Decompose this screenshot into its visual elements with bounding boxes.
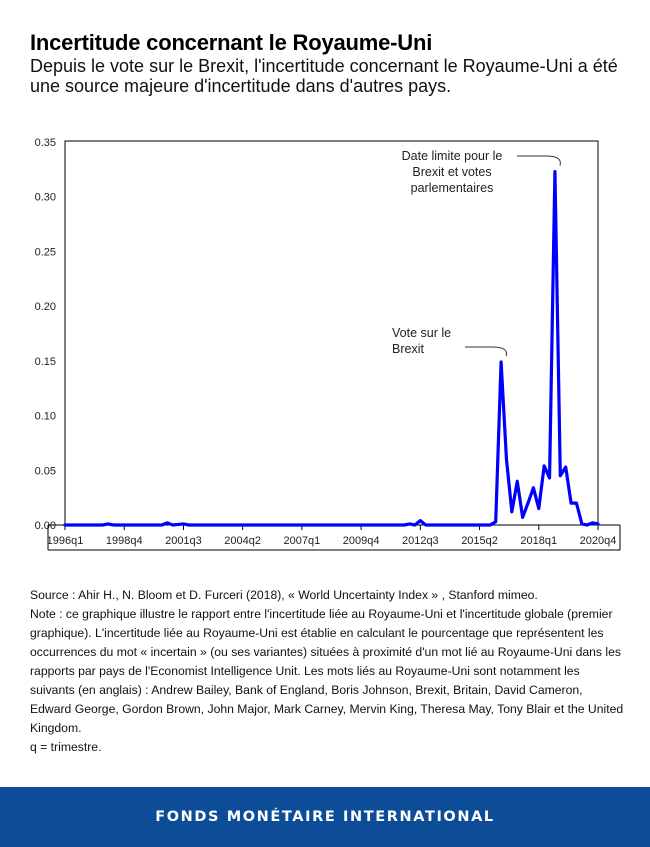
annotation-text	[402, 149, 503, 195]
x-tick-label: 1996q1	[46, 535, 84, 547]
source-note: Source : Ahir H., N. Bloom et D. Furceri (2018), « World Uncertainty Index » , Stanford mimeo.	[30, 588, 538, 602]
y-tick-label: 0.20	[34, 301, 56, 314]
annotation-text	[392, 326, 451, 356]
annotation-leader-line	[517, 156, 560, 166]
y-tick-label: 0.25	[34, 246, 56, 259]
annotation-line: Date limite pour le	[401, 149, 503, 163]
x-tick-label: 2007q1	[283, 535, 321, 547]
y-tick-label: 0.00	[34, 520, 56, 532]
quarter-note: q = trimestre.	[30, 740, 102, 754]
y-axis	[35, 137, 56, 532]
series-layer	[65, 172, 598, 525]
y-tick-label: 0.15	[34, 355, 56, 368]
annotation-line: parlementaires	[410, 181, 494, 195]
annotations	[392, 149, 560, 356]
chart-notes	[30, 586, 625, 757]
x-tick-label: 2020q4	[579, 535, 617, 547]
footer-label: FONDS MONÉTAIRE INTERNATIONAL	[155, 809, 495, 825]
y-tick-label: 0.30	[34, 191, 56, 204]
imf-footer-banner	[0, 787, 650, 847]
annotation-line: Vote sur le	[392, 326, 452, 340]
y-tick-label: 0.10	[34, 410, 56, 423]
methodology-note: Note : ce graphique illustre le rapport entre l'incertitude liée au Royaume-Uni et l'incertitude globale (premier graphique). L'incertitude liée au Royaume-Uni est établie en calculant le pourcentage que représentent les occurrences du mot « incertain » (ou ses variantes) situées à proximité d'un mot lié au Royaume-Uni dans les rapports par pays de l'Economist Intelligence Unit. Les mots liés au Royaume-Uni sont notamment les suivants (en anglais) : Andrew Bailey, Bank of England, Boris Johnson, Brexit, Britain, David Cameron, Edward George, Gordon Brown, John Major, Mark Carney, Mervin King, Theresa May, Tony Blair et the United Kingdom.	[30, 607, 624, 735]
x-tick-label: 2018q1	[520, 535, 558, 547]
x-tick-label: 2001q3	[165, 535, 202, 547]
uk-uncertainty-series-line	[65, 172, 598, 525]
annotation-leader-line	[465, 347, 507, 356]
annotation-brexit-deadline	[402, 149, 561, 195]
y-tick-label: 0.05	[34, 465, 56, 478]
x-tick-label: 2004q2	[224, 535, 262, 547]
y-tick-label: 0.35	[34, 137, 56, 149]
x-tick-label: 2015q2	[461, 535, 498, 547]
uk-uncertainty-line-chart	[0, 118, 650, 558]
chart-subtitle: Depuis le vote sur le Brexit, l'incertitude concernant le Royaume-Uni a été une source majeure d'incertitude dans d'autres pays.	[30, 56, 618, 96]
annotation-line: Brexit et votes	[412, 165, 492, 179]
x-tick-label: 2012q3	[401, 535, 439, 547]
plot-area-frame	[65, 141, 598, 525]
x-axis	[47, 525, 620, 550]
x-tick-label: 1998q4	[105, 535, 143, 547]
annotation-brexit-vote	[392, 326, 507, 356]
annotation-line: Brexit	[392, 342, 424, 356]
x-tick-label: 2009q4	[342, 535, 380, 547]
chart-title: Incertitude concernant le Royaume-Uni	[30, 30, 433, 55]
